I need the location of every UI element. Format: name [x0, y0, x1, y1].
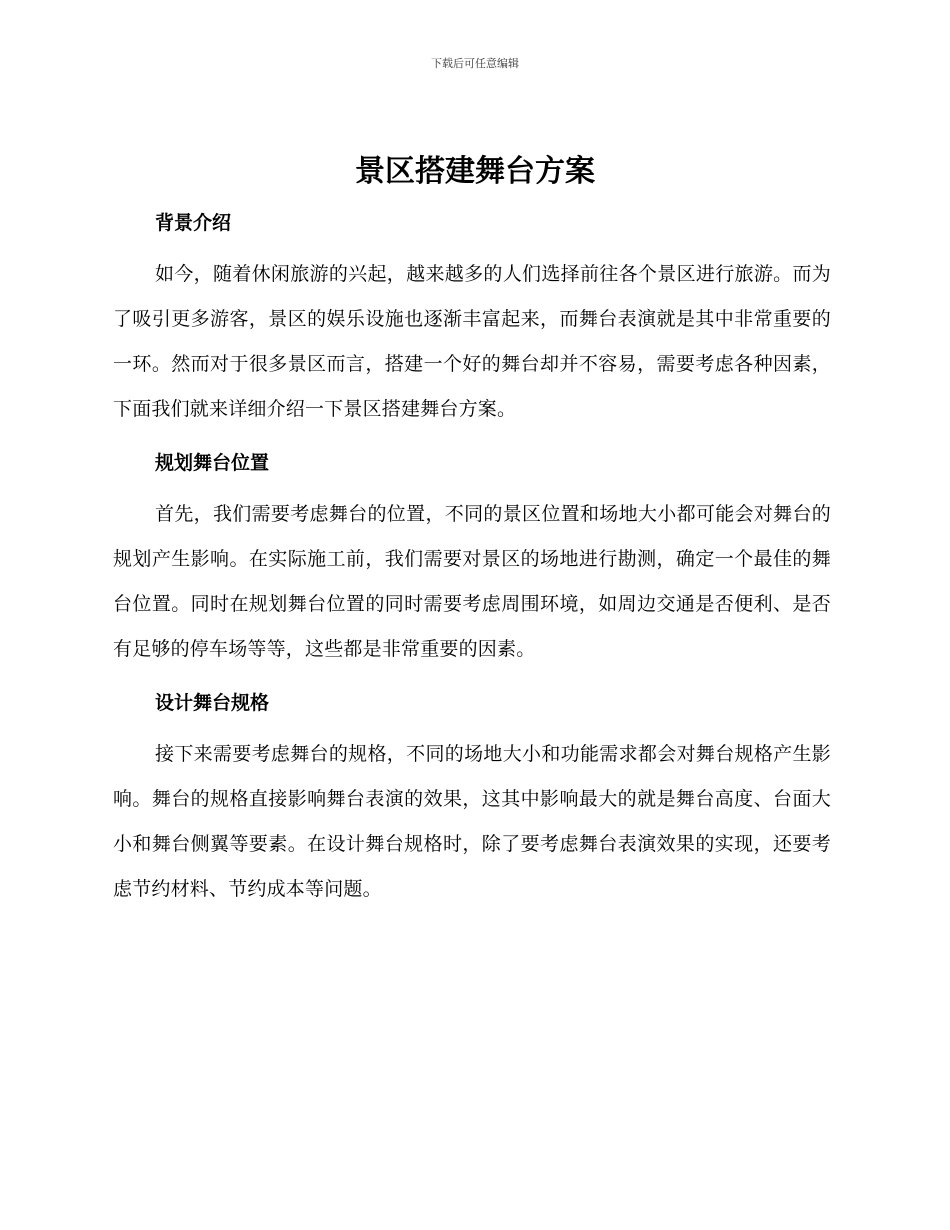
header-note: 下载后可任意编辑	[431, 57, 519, 70]
section-heading: 背景介绍	[155, 212, 232, 234]
document-body	[113, 200, 831, 920]
section-stage-location	[113, 440, 831, 672]
section-paragraph: 接下来需要考虑舞台的规格，不同的场地大小和功能需求都会对舞台规格产生影响。舞台的规格直接影响舞台表演的效果，这其中影响最大的就是舞台高度、台面大小和舞台侧翼等要素。在设计舞台规格时，除了要考虑舞台表演效果的实现，还要考虑节约材料、节约成本等问题。	[113, 743, 831, 900]
section-background	[113, 200, 831, 432]
section-paragraph: 首先，我们需要考虑舞台的位置，不同的景区位置和场地大小都可能会对舞台的规划产生影响。在实际施工前，我们需要对景区的场地进行勘测，确定一个最佳的舞台位置。同时在规划舞台位置的同时需要考虑周围环境，如周边交通是否便利、是否有足够的停车场等等，这些都是非常重要的因素。	[113, 503, 831, 660]
section-paragraph: 如今，随着休闲旅游的兴起，越来越多的人们选择前往各个景区进行旅游。而为了吸引更多游客，景区的娱乐设施也逐渐丰富起来，而舞台表演就是其中非常重要的一环。然而对于很多景区而言，搭建一个好的舞台却并不容易，需要考虑各种因素，下面我们就来详细介绍一下景区搭建舞台方案。	[113, 263, 831, 420]
section-stage-spec	[113, 680, 831, 912]
section-heading: 规划舞台位置	[155, 452, 270, 474]
section-heading: 设计舞台规格	[155, 692, 270, 714]
document-title: 景区搭建舞台方案	[355, 154, 595, 189]
